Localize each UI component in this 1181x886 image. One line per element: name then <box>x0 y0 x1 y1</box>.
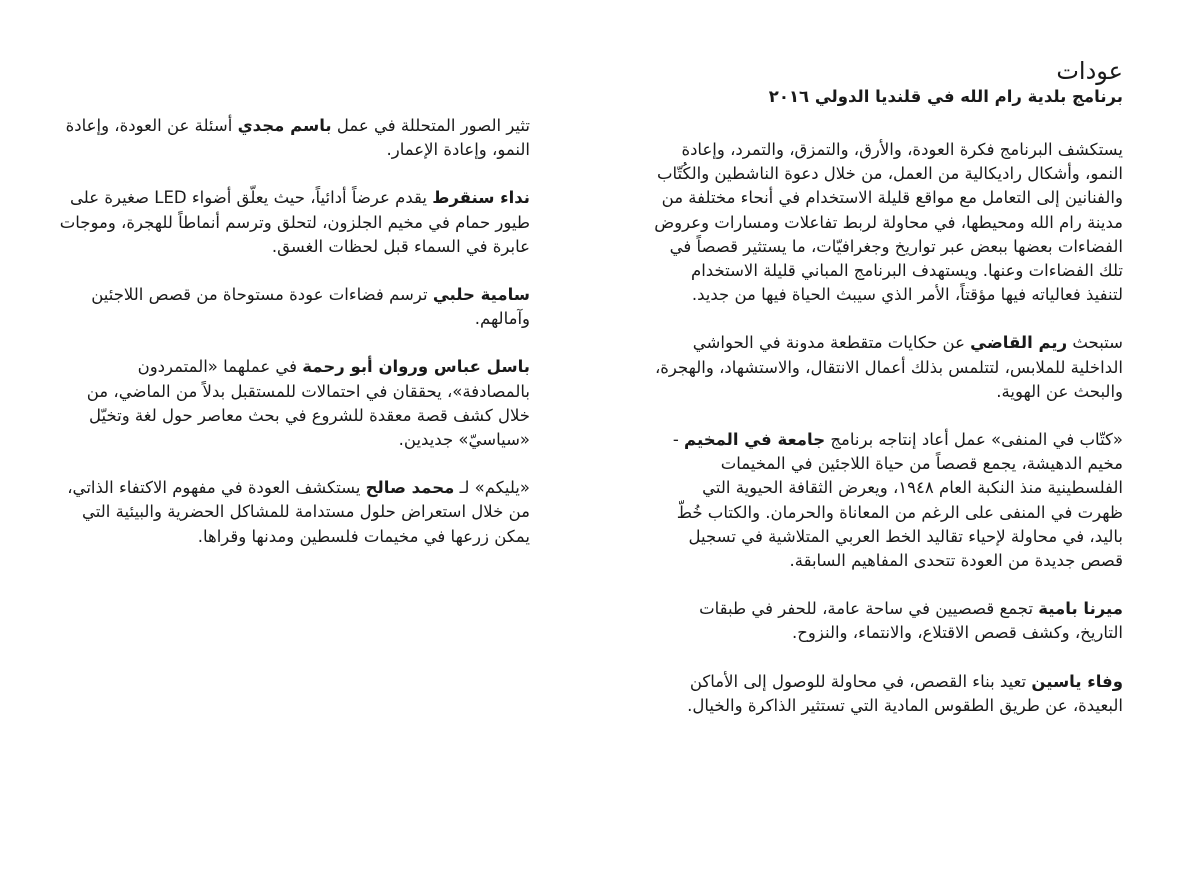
intro-paragraph: يستكشف البرنامج فكرة العودة، والأرق، والتمزق، والتمرد، وإعادة النمو، وأشكال راديكالية من العمل، من خلال دعوة الناشطين والكُتّاب والفنانين إلى التعامل مع مواقع قليلة الاستخدام في أنحاء مختلفة من مدينة رام الله ومحيطها، في محاولة لربط تفاعلات ومسارات وعروض الفضاءات بعضها ببعض عبر تواريخ وجغرافيّات، ما يستثير قصصاً في تلك الفضاءات وعنها. ويستهدف البرنامج المباني قليلة الاستخدام لتنفيذ فعالياته فيها مؤقتاً، الأمر الذي سيبث الحياة فيها من جديد. <box>654 140 1123 305</box>
paragraph-text: في عملهما «المتمردون بالمصادفة»، يحققان في احتمالات للمستقبل بدلاً من الماضي، من خلال كشف قصة معقدة للشروع في بحث معاصر حول لغة وتخيّل «سياسيّ» جديدين. <box>86 357 530 450</box>
paragraph-prefix: «كتّاب في المنفى» عمل أعاد إنتاجه برنامج <box>825 430 1123 450</box>
paragraph-basim-magdy <box>55 114 530 162</box>
header <box>523 56 1123 108</box>
paragraph-prefix: تثير الصور المتحللة في عمل <box>331 116 530 135</box>
paragraph-prefix: ستبحث <box>1067 333 1123 353</box>
artist-name: باسل عباس وروان أبو رحمة <box>302 357 530 377</box>
paragraph-samia-halaby <box>55 283 530 331</box>
paragraph-wafa-yasin <box>653 670 1123 718</box>
program-name: جامعة في المخيم <box>684 430 826 450</box>
paragraph-text: - مخيم الدهيشة، يجمع قصصاً من حياة اللاجئين في المخيمات الفلسطينية منذ النكبة العام ١٩٤٨، ويعرض الثقافة الحيوية التي ظهرت في المنفى على الرغم من المعاناة والحرمان. والكتاب خُطّ باليد، في محاولة لإحياء تقاليد الخط العربي المتلاشية في تسجيل قصص جديدة من العودة تتحدى المفاهيم السابقة. <box>672 430 1123 571</box>
paragraph-text: يقدم عرضاً أدائياً، حيث يعلّق أضواء LED صغيرة على طيور حمام في مخيم الجلزون، لتحلق وترسم أنماطاً للهجرة، وموجات عابرة في السماء قبل لحظات الغسق. <box>59 188 530 256</box>
page-title: عودات <box>1056 57 1123 85</box>
artist-name: وفاء ياسين <box>1031 671 1123 691</box>
artist-name: باسم مجدي <box>237 116 332 135</box>
paragraph-text: تجمع قصصيين في ساحة عامة، للحفر في طبقات التاريخ، وكشف قصص الاقتلاع، والانتماء، والنزوح. <box>699 599 1123 643</box>
right-column <box>653 138 1123 742</box>
page-subtitle: برنامج بلدية رام الله في قلنديا الدولي ٢٠١٦ <box>768 87 1123 106</box>
paragraph-text: تعيد بناء القصص، في محاولة للوصول إلى الأماكن البعيدة، عن طريق الطقوس المادية التي تستثير الذاكرة والخيال. <box>687 671 1123 715</box>
paragraph-mirna-bamieh <box>653 597 1123 645</box>
artist-name: ميرنا بامية <box>1038 599 1123 619</box>
paragraph-basel-ruanne <box>55 355 530 452</box>
paragraph-text: يستكشف العودة في مفهوم الاكتفاء الذاتي، من خلال استعراض حلول مستدامة للمشاكل الحضرية والبيئية التي يمكن زرعها في مخيمات فلسطين ومدنها وقراها. <box>67 478 530 546</box>
artist-name: محمد صالح <box>365 478 455 498</box>
paragraph-text: أسئلة عن العودة، وإعادة النمو، وإعادة الإعمار. <box>65 116 530 160</box>
paragraph-reem-qadi <box>653 331 1123 404</box>
paragraph-text: عن حكايات متقطعة مدونة في الحواشي الداخلية للملابس، لتتلمس بذلك أعمال الانتقال، والاستشهاد، والهجرة، والبحث عن الهوية. <box>654 333 1123 401</box>
paragraph-text: ترسم فضاءات عودة مستوحاة من قصص اللاجئين وآمالهم. <box>91 285 530 329</box>
artist-name: نداء سنقرط <box>432 188 530 208</box>
paragraph-writers-in-exile <box>653 428 1123 573</box>
left-column <box>55 114 530 573</box>
paragraph-mohammad-saleh <box>55 476 530 549</box>
artist-name: سامية حلبي <box>432 285 530 305</box>
artist-name: ريم القاضي <box>970 333 1068 353</box>
paragraph-nida-sinnokrot <box>55 186 530 259</box>
paragraph-prefix: «يليكم» لـ <box>454 478 530 498</box>
